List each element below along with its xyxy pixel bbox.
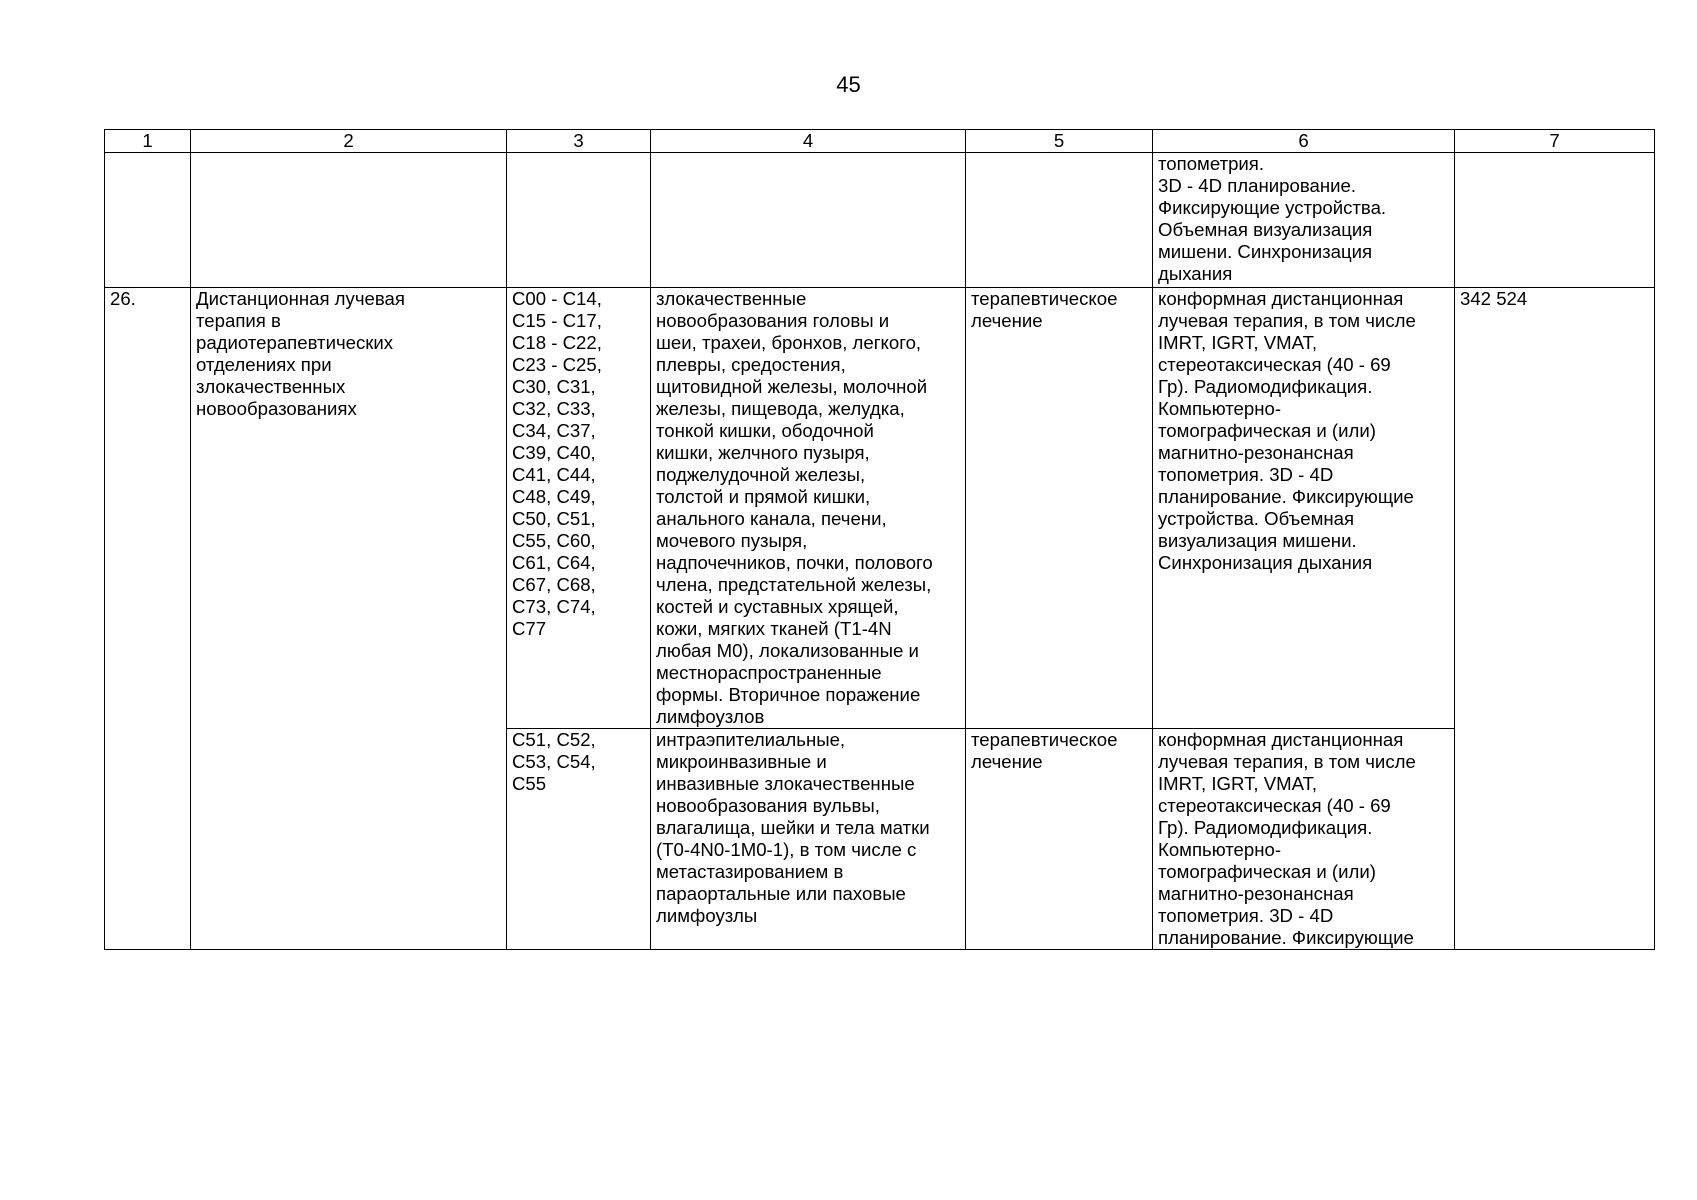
method-text: топометрия. 3D - 4D планирование. Фиксирующие устройства. Объемная визуализация мишени. Синхронизация дыхания (1158, 153, 1387, 284)
patient-model-cell (651, 729, 966, 950)
codes-cell (507, 729, 651, 950)
column-header: 2 (191, 130, 507, 153)
empty-cell (1455, 153, 1655, 288)
column-header: 5 (966, 130, 1153, 153)
cost-cell (1455, 288, 1655, 950)
column-header: 1 (105, 130, 191, 153)
patient-model: злокачественные новообразования головы и шеи, трахеи, бронхов, легкого, плевры, средостения, щитовидной железы, молочной железы, пищевода, желудка, тонкой кишки, ободочной кишки, желчного пузыря, поджелудочной железы, толстой и прямой кишки, анального канала, печени, мочевого пузыря, надпочечников, почки, полового члена, предстательной железы, костей и суставных хрящей, кожи, мягких тканей (T1-4N любая M0), локализованные и местнораспространенные формы. Вторичное поражение лимфоузлов (656, 288, 933, 727)
item-name-cell (191, 288, 507, 950)
treatment-type: терапевтическое лечение (971, 288, 1118, 331)
item-number-cell (105, 288, 191, 950)
column-number-header-row (105, 130, 1655, 153)
patient-model: интраэпителиальные, микроинвазивные и инвазивные злокачественные новообразования вульвы, влагалища, шейки и тела матки (T0-4N0-1M0-1), в том числе с метастазированием в параортальные или паховые лимфоузлы (656, 729, 930, 926)
icd-codes: C51, C52, C53, C54, C55 (512, 729, 596, 794)
codes-cell (507, 288, 651, 729)
empty-cell (105, 153, 191, 288)
item-number: 26. (110, 288, 136, 309)
item-name: Дистанционная лучевая терапия в радиотерапевтических отделениях при злокачественных новообразованиях (196, 288, 405, 419)
column-header: 7 (1455, 130, 1655, 153)
method-cell (1153, 153, 1455, 288)
empty-cell (507, 153, 651, 288)
medical-care-table (104, 129, 1655, 950)
page-number: 45 (836, 72, 861, 97)
table-row (105, 288, 1655, 729)
column-header: 4 (651, 130, 966, 153)
cost-value: 342 524 (1460, 288, 1528, 309)
empty-cell (651, 153, 966, 288)
column-header: 3 (507, 130, 651, 153)
patient-model-cell (651, 288, 966, 729)
method-cell (1153, 288, 1455, 729)
treatment-method: конформная дистанционная лучевая терапия, в том числе IMRT, IGRT, VMAT, стереотаксическая (40 - 69 Гр). Радиомодификация. Компьютерно- томографическая и (или) магнитно-резонансная топометрия. 3D - 4D планирование. Фиксирующие устройства. Объемная визуализация мишени. Синхронизация дыхания (1158, 288, 1416, 573)
empty-cell (191, 153, 507, 288)
column-header: 6 (1153, 130, 1455, 153)
treatment-type-cell (966, 729, 1153, 950)
icd-codes: C00 - C14, C15 - C17, C18 - C22, C23 - C25, C30, C31, C32, C33, C34, C37, C39, C40, C41, C44, C48, C49, C50, C51, C55, C60, C61, C64, C67, C68, C73, C74, C77 (512, 288, 602, 639)
method-cell (1153, 729, 1455, 950)
empty-cell (966, 153, 1153, 288)
treatment-type: терапевтическое лечение (971, 729, 1118, 772)
continuation-row (105, 153, 1655, 288)
treatment-method: конформная дистанционная лучевая терапия, в том числе IMRT, IGRT, VMAT, стереотаксическая (40 - 69 Гр). Радиомодификация. Компьютерно- томографическая и (или) магнитно-резонансная топометрия. 3D - 4D планирование. Фиксирующие (1158, 729, 1416, 948)
treatment-type-cell (966, 288, 1153, 729)
